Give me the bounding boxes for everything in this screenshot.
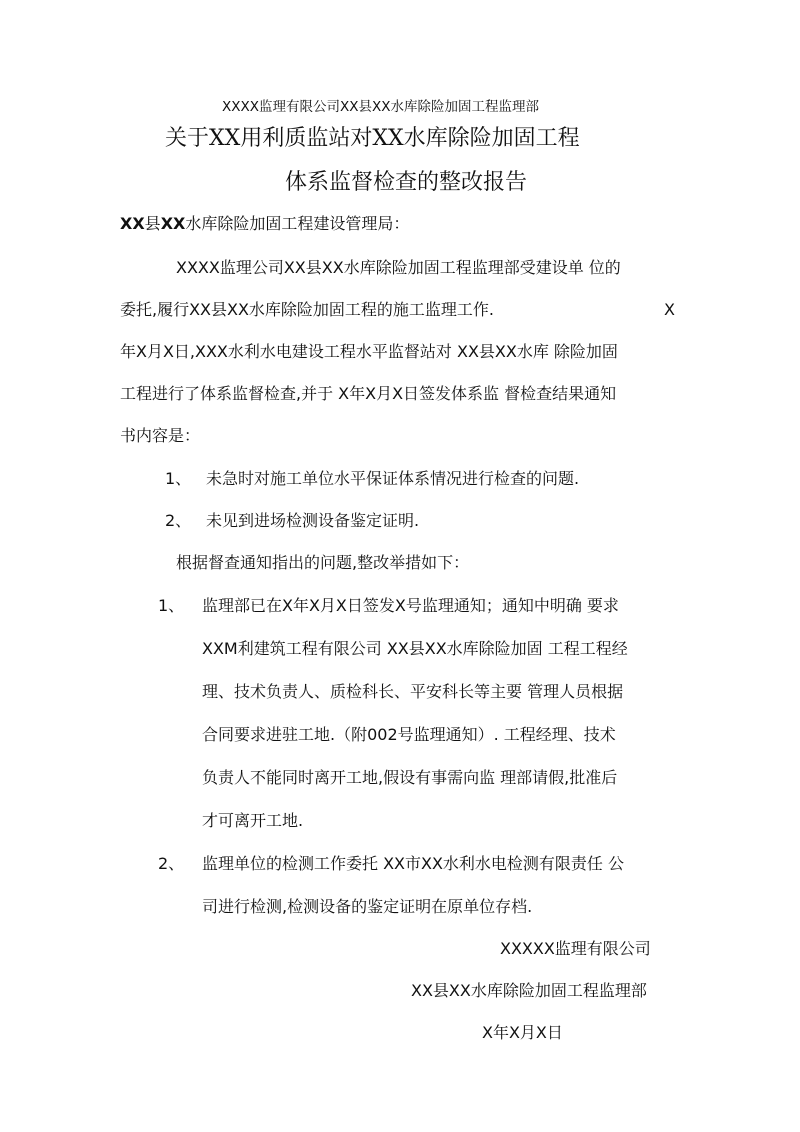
signature-company: XXXXX监理有限公司: [500, 939, 651, 958]
issue-1-number: 1、: [165, 469, 192, 488]
page-title-line-2: 体系监督检查的整改报告: [285, 170, 528, 195]
issue-2-number: 2、: [165, 511, 192, 530]
recipient-text-2: 县: [144, 214, 161, 233]
intro-line-4: 工程进行了体系监督检查,并于 X年X月X日签发体系监 督检查结果通知: [120, 384, 617, 403]
recipient-line: [120, 216, 409, 232]
recipient-bold-1: XX: [120, 214, 145, 233]
measure-1-line-5: 负责人不能同时离开工地,假设有事需向监 理部请假,批准后: [202, 768, 618, 787]
page-title-line-1: 关于XX用利质监站对XX水库除险加固工程: [165, 126, 580, 151]
measure-2-line-1: 监理单位的检测工作委托 XX市XX水利水电检测有限责任 公: [202, 854, 625, 873]
issue-1-text: 未急时对施工单位水平保证体系情况进行检查的问题.: [206, 469, 580, 488]
measure-2-number: 2、: [158, 854, 185, 873]
measure-1-number: 1、: [158, 596, 185, 615]
measure-1-line-1: 监理部已在X年X月X日签发X号监理通知；通知中明确 要求: [202, 596, 619, 615]
signature-date: X年X月X日: [482, 1023, 563, 1042]
issue-2-text: 未见到进场检测设备鉴定证明.: [206, 511, 420, 530]
document-header: XXXX监理有限公司XX县XX水库除险加固工程监理部: [222, 99, 539, 115]
measure-1-line-6: 才可离开工地.: [202, 811, 304, 830]
intro-line-3: 年X月X日,XXX水利水电建设工程水平监督站对 XX县XX水库 除险加固: [120, 342, 618, 361]
intro-line-1: XXXX监理公司XX县XX水库除险加固工程监理部受建设单 位的: [176, 258, 621, 277]
measure-1-line-2: XXM利建筑工程有限公司 XX县XX水库除险加固 工程工程经: [202, 639, 628, 658]
recipient-text-4: 水库除险加固工程建设管理局：: [185, 214, 410, 233]
measure-1-line-4: 合同要求进驻工地.（附002号监理通知）. 工程经理、技术: [202, 725, 616, 744]
measures-intro: 根据督查通知指出的问题,整改举措如下：: [176, 553, 470, 572]
intro-line-2: 委托,履行XX县XX水库除险加固工程的施工监理工作.: [120, 300, 495, 319]
intro-line-5: 书内容是：: [120, 426, 201, 445]
signature-department: XX县XX水库除险加固工程监理部: [411, 981, 647, 1000]
measure-1-line-3: 理、技术负责人、质检科长、平安科长等主要 管理人员根据: [202, 682, 624, 701]
measure-2-line-2: 司进行检测,检测设备的鉴定证明在原单位存档.: [202, 897, 533, 916]
recipient-bold-3: XX: [160, 214, 186, 233]
intro-line-2-end: X: [664, 300, 675, 319]
